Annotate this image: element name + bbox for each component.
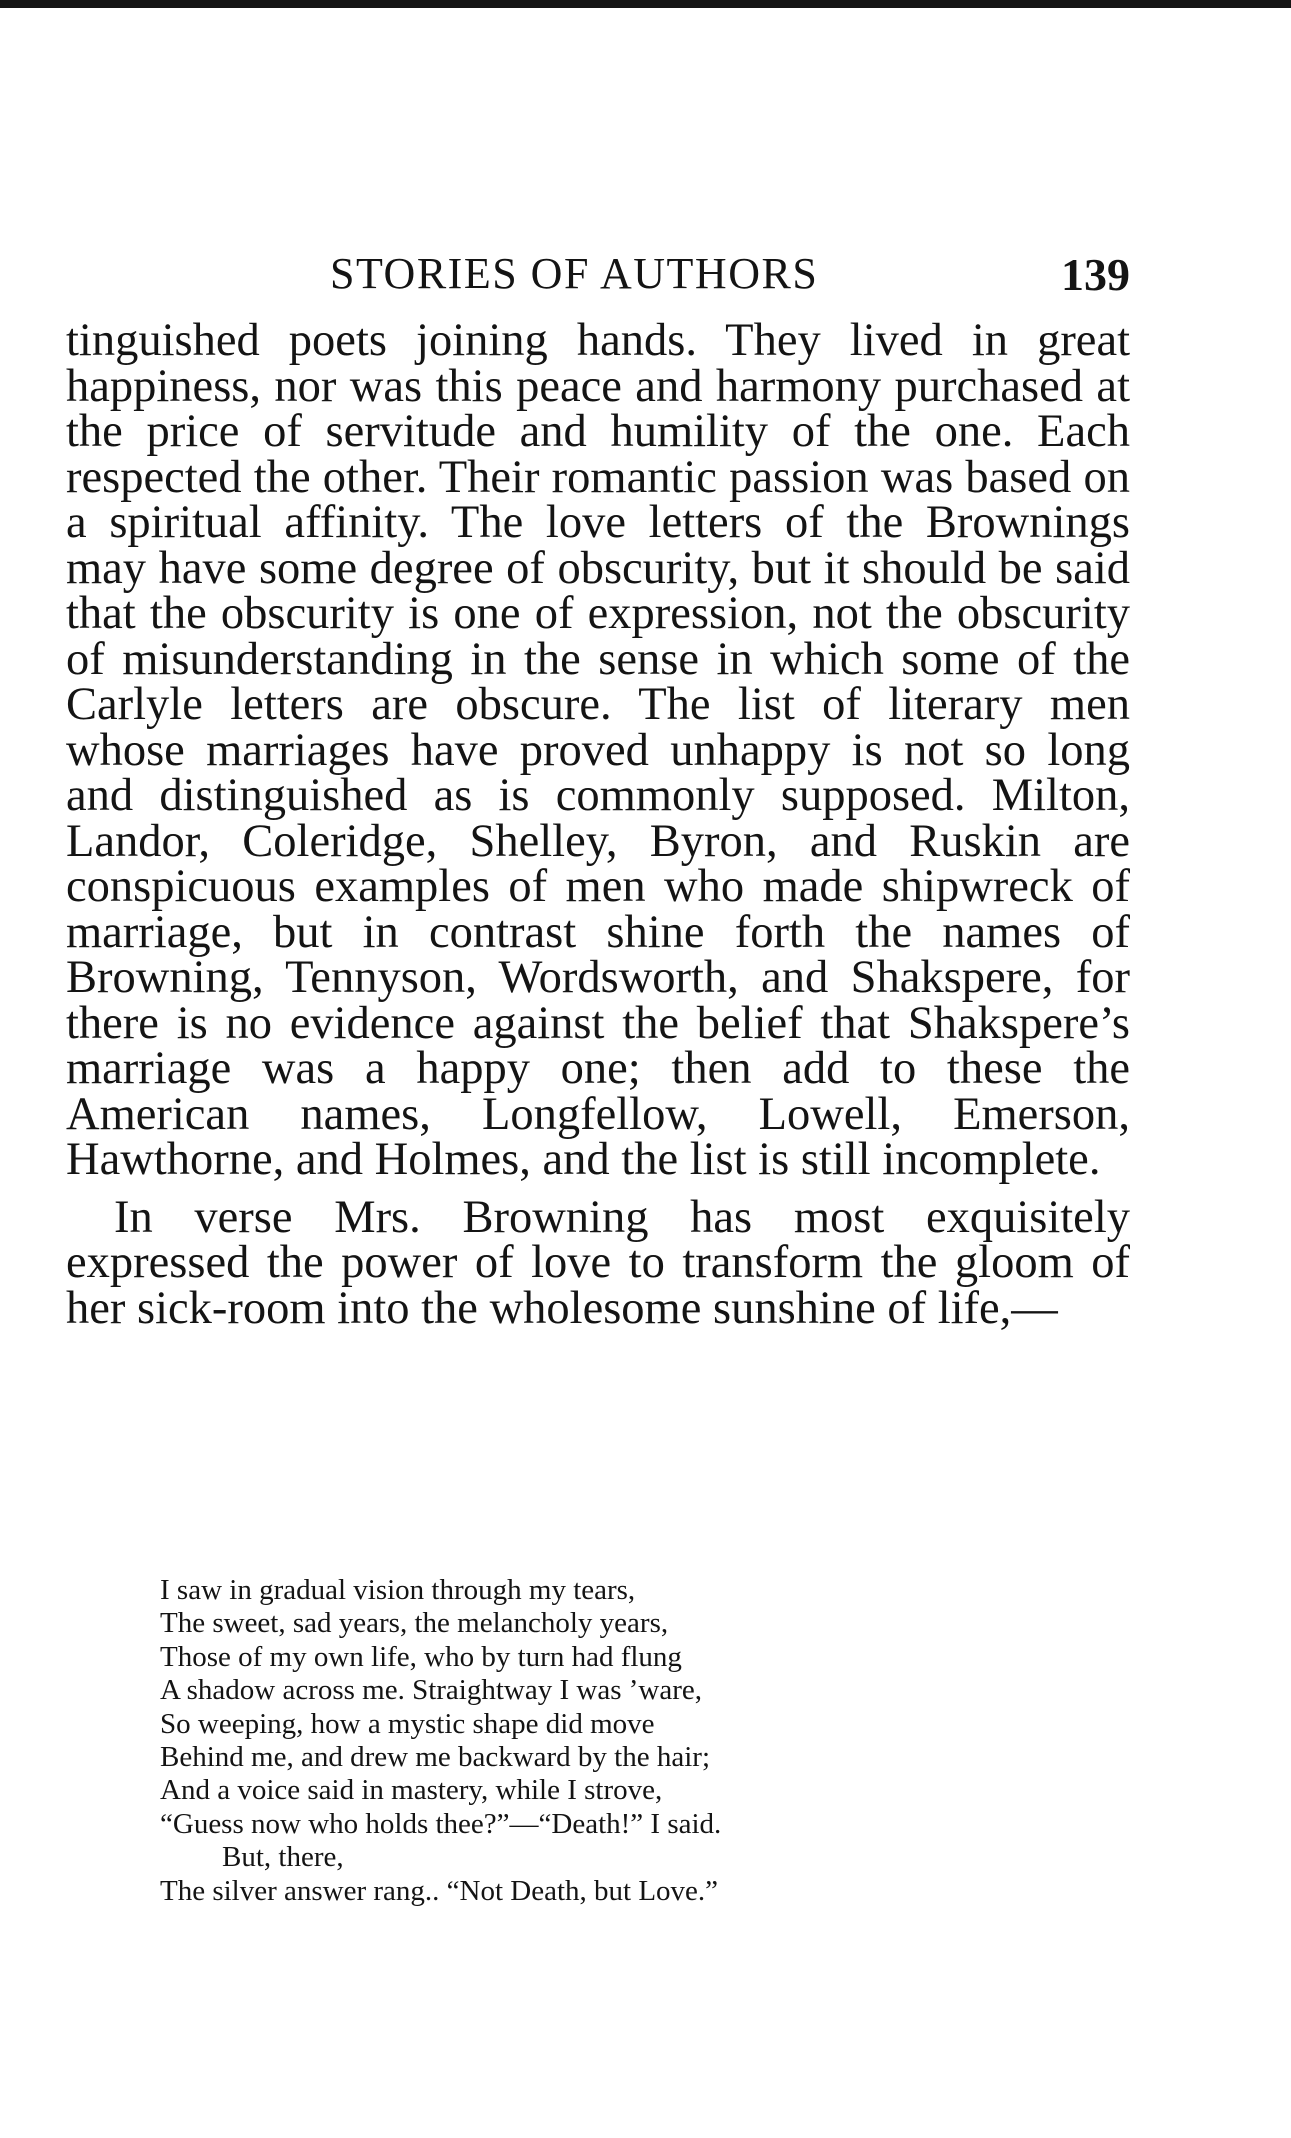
verse-line: And a voice said in mastery, while I strove, bbox=[160, 1774, 663, 1807]
verse-line: The silver answer rang.. “Not Death, but Love.” bbox=[160, 1874, 719, 1907]
verse-line: But, there, bbox=[222, 1841, 344, 1874]
verse-line: Behind me, and drew me backward by the hair; bbox=[160, 1741, 711, 1774]
body-text bbox=[66, 315, 1130, 1334]
verse-line: A shadow across me. Straightway I was ’ware, bbox=[160, 1674, 702, 1707]
verse-line: The sweet, sad years, the melancholy years, bbox=[160, 1607, 669, 1640]
paragraph: In verse Mrs. Browning has most exquisitely expressed the power of love to transform the gloom of her sick-room into the wholesome sunshine of life,— bbox=[66, 1191, 1130, 1334]
verse-quotation bbox=[160, 1574, 1060, 1908]
verse-line: Those of my own life, who by turn had flung bbox=[160, 1640, 682, 1673]
page-number: 139 bbox=[1061, 249, 1130, 300]
verse-line: I saw in gradual vision through my tears, bbox=[160, 1574, 636, 1606]
verse-line: So weeping, how a mystic shape did move bbox=[160, 1707, 655, 1740]
running-head: STORIES OF AUTHORS bbox=[330, 249, 819, 298]
paragraph: tinguished poets joining hands. They lived in great happiness, nor was this peace and harmony purchased at the price of servitude and humility of the one. Each respected the other. Their romantic passion was based on a spiritual affinity. The love letters of the Brownings may have some degree of obscurity, but it should be said that the obscurity is one of expression, not the obscurity of misunderstanding in the sense in which some of the Carlyle letters are obscure. The list of literary men whose marriages have proved unhappy is not so long and distinguished as is commonly supposed. Milton, Landor, Coleridge, Shelley, Byron, and Ruskin are conspicuous examples of men who made shipwreck of marriage, but in contrast shine forth the names of Browning, Tennyson, Wordsworth, and Shakspere, for there is no evidence against the belief that Shakspere’s marriage was a happy one; then add to these the American names, Longfellow, Lowell, Emerson, Hawthorne, and Holmes, and the list is still incomplete. bbox=[66, 315, 1130, 1185]
page-header bbox=[68, 248, 1130, 304]
top-edge-rule bbox=[0, 0, 1291, 8]
verse-line: “Guess now who holds thee?”—“Death!” I said. bbox=[160, 1807, 722, 1840]
